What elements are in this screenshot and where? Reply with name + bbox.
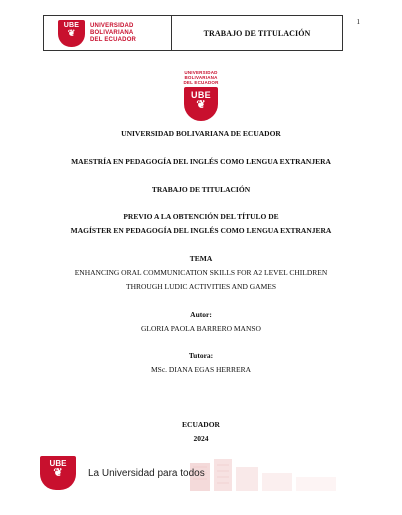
center-logo-text: UBE (191, 90, 211, 100)
program-name: MAESTRÍA EN PEDAGOGÍA DEL INGLÉS COMO LENGUA EXTRANJERA (71, 157, 331, 166)
ube-shield-icon (58, 20, 85, 47)
page-number: 1 (356, 18, 360, 26)
degree-line-2: MAGÍSTER EN PEDAGOGÍA DEL INGLÉS COMO LENGUA EXTRANJERA (70, 226, 332, 235)
header-uni-line: DEL ECUADOR (90, 36, 137, 43)
ube-shield-icon (184, 87, 218, 121)
center-uni-line: BOLIVARIANA (184, 75, 218, 80)
tutor-name: MSc. DIANA EGAS HERRERA (150, 365, 251, 374)
footer-logo-text: UBE (49, 459, 67, 468)
topic-line-2: THROUGH LUDIC ACTIVITIES AND GAMES (126, 282, 276, 291)
leaf-icon: ❦ (53, 467, 63, 479)
footer-slogan: La Universidad para todos (88, 467, 205, 479)
center-university-name (183, 70, 218, 85)
degree-line-1: PREVIO A LA OBTENCIÓN DEL TÍTULO DE (123, 212, 279, 221)
center-logo (0, 70, 402, 121)
tutor-label: Tutora: (188, 351, 214, 360)
center-uni-line: UNIVERSIDAD (184, 70, 218, 75)
work-type: TRABAJO DE TITULACIÓN (151, 185, 251, 194)
header-logo-text: UBE (63, 21, 80, 29)
author-name: GLORIA PAOLA BARRERO MANSO (141, 324, 261, 333)
header-university-name (90, 23, 136, 44)
university-name: UNIVERSIDAD BOLIVARIANA DE ECUADOR (121, 129, 281, 138)
author-label: Autor: (190, 310, 212, 319)
topic-line-1: ENHANCING ORAL COMMUNICATION SKILLS FOR A2 LEVEL CHILDREN (74, 268, 328, 277)
header-uni-line: BOLIVARIANA (90, 29, 134, 36)
page-footer (40, 453, 360, 493)
leaf-icon: ❦ (196, 99, 206, 111)
page-header (43, 15, 343, 51)
header-uni-line: UNIVERSIDAD (90, 22, 134, 29)
header-logo (44, 16, 172, 50)
topic-label: TEMA (189, 254, 213, 263)
header-title: TRABAJO DE TITULACIÓN (203, 28, 311, 38)
year: 2024 (193, 434, 209, 443)
country: ECUADOR (182, 420, 220, 429)
ube-shield-icon (40, 456, 76, 490)
center-uni-line: DEL ECUADOR (183, 80, 219, 85)
leaf-icon: ❦ (67, 27, 76, 38)
